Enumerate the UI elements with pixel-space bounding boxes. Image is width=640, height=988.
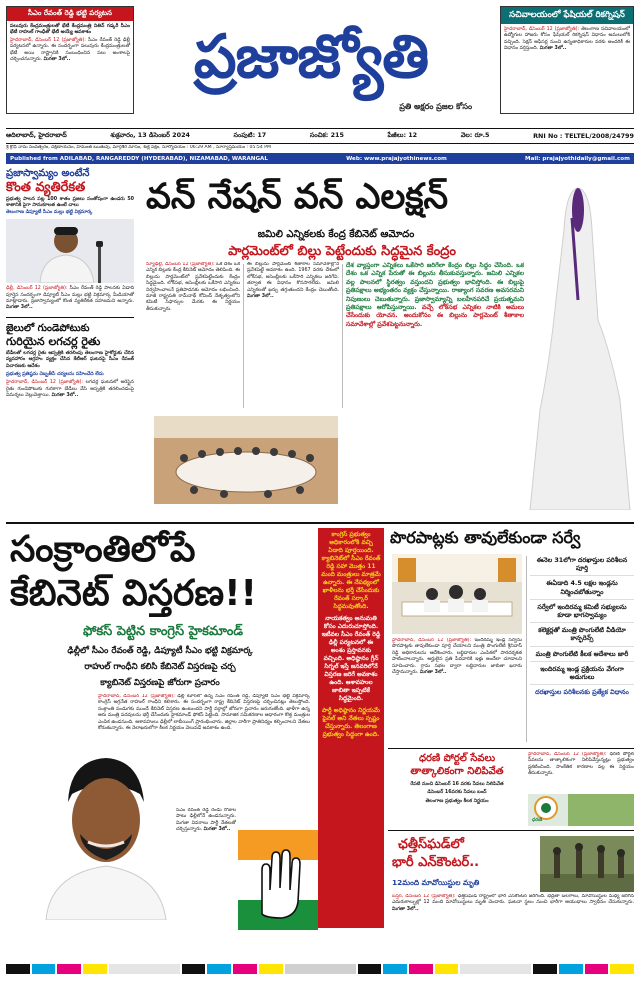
top-left-story-byline[interactable]: మిగతా 3లో.. <box>43 57 71 63</box>
lead-body-col1 <box>146 262 240 410</box>
red-box-yellow-text2: పార్టీ అధిష్ఠానం నిర్ణయమే ఫైనల్ అని నేతలు స్పష్టం చేస్తున్నారు. తెలంగాణ ప్రభుత్వం సిద్ధంగా ఉంది. <box>321 707 381 738</box>
top-left-story-text: సీఎం రేవంత్ రెడ్డి ఢిల్లీ పర్యటనలో ఉన్నారు. ఈ సందర్భంగా పలువురు కేంద్రమంత్రులతో భేటీ అయి రాష్ట్రానికి సంబంధించిన పలు అంశాలపై చర్చించనున్నారు. <box>10 37 130 63</box>
dharani-body <box>528 752 634 792</box>
red-box-white-text: నాయకత్వం అనుమతి కోసం ఎదురుచూస్తోంది. ఇటీవల సీఎం రేవంత్ రెడ్డి ఢిల్లీ పర్యటనలో ఈ అంశం ప్రస్తావనకు వచ్చింది. అధిష్ఠానం గ్రీన్ సిగ్నల్ ఇస్తే జనవరిలోనే విస్తరణ జరిగే అవకాశం ఉంది. ఆశావహుల జాబితా ఇప్పటికే సిద్ధమైంది. <box>321 615 381 702</box>
email-link[interactable]: Mail: prajajyothidaily@gmail.com <box>525 155 630 162</box>
lead-byline[interactable]: మిగతా 3లో.. <box>247 294 274 300</box>
encounter-dateline: బస్తర్, డిసెంబర్ 12 (ప్రజాజ్యోతి): <box>392 894 456 899</box>
story2-title: గురియైన లగచర్ల రైతు <box>6 334 101 348</box>
masthead-logo[interactable] <box>150 20 472 111</box>
top-left-story-deck: పలువురు కేంద్రమంత్రులతో భేటీ కేంద్రమంత్రి నితిన్ గడ్కరీ సీఎం భేటీ రాహుల్ గాంధీతో భేటీ అయ్యే అవకాశం <box>10 24 130 36</box>
top-right-story-text: తెలంగాణ సచివాలయంలో ఉద్యోగుల హాజరు కోసం ఫేషియల్ రికగ్నిషన్ విధానం అమలులోకి వచ్చింది. సెక్షన్ ఆఫీసర్ల నుంచి ఉన్నతాధికారుల వరకు అందరికీ ఈ విధానం వర్తిస్తుంది. <box>504 27 630 52</box>
story2-dateline: హైదరాబాద్, డిసెంబర్ 12 (ప్రజాజ్యోతి): <box>6 380 83 386</box>
dharani-deck <box>392 782 522 805</box>
survey-bullet: ఇందిరమ్మ ఇండ్ల ప్రక్రియను వేగంగా అడుగులు <box>530 665 634 685</box>
dharani-headline: ధరణి పోర్టల్ సేవలు తాత్కాలికంగా నిలిపివేత <box>410 753 504 777</box>
red-sidebar-box <box>318 528 384 928</box>
survey-bullets <box>530 556 634 742</box>
issue-number: సంచిక: 215 <box>309 131 344 139</box>
revanth-photo <box>40 742 170 920</box>
lead-sidebar-text <box>346 262 524 492</box>
cabinet-subhead: ఫోకస్ పెట్టిన కాంగ్రెస్ హైకమాండ్ <box>83 624 243 639</box>
lead-headline: వన్ నేషన్ వన్ ఎలక్షన్ <box>146 177 449 217</box>
dateline-bar <box>6 130 634 142</box>
lead-sidebar-body: దేశ వ్యాప్తంగా ఎన్నికలు ఒకేసారి జరిగేలా కేంద్రం బిల్లు సిద్ధం చేసింది. ఒక దేశం ఒక ఎన్నిక పేరుతో ఈ బిల్లును తీసుకువస్తున్నారు. జమిలి ఎన్నికల వల్ల పాలనలో స్థిరత్వం వస్తుందని ప్రభుత్వం భావిస్తోంది. ఈ బిల్లుపై ప్రతిపక్షాలు అభ్యంతరం వ్యక్తం చేస్తున్నాయి. రాజ్యాంగ సవరణ అవసరమని నిపుణులు చెబుతున్నారు. ప్రజాస్వామ్యాన్ని బలహీనపరిచే ప్రయత్నమని ప్రతిపక్షాలు ఆరోపిస్తున్నాయి. <box>346 262 524 312</box>
cabinet-deck3: క్యాబినెట్ విస్తరణపై జోరుగా ప్రచారం <box>100 678 220 688</box>
survey-bullet: కలెక్టర్లతో మంత్రి పొంగులేటి వీడియో కాన్ఫరెన్స్ <box>530 626 634 646</box>
cabinet-meeting-photo <box>154 416 338 504</box>
encounter-body <box>392 894 634 940</box>
masthead-tagline: ప్రతి అక్షరం ప్రజల కోసం <box>399 102 472 111</box>
dharani-text: ధరణి పోర్టల్ సేవలను తాత్కాలికంగా నిలిపివేస్తున్నట్లు ప్రభుత్వం ప్రకటించింది. సాంకేతిక కారణాల వల్ల ఈ నిర్ణయం తీసుకున్నారు. <box>528 752 634 777</box>
survey-bullet: ఈఏడాది 4.5 లక్షల ఇండ్లను నిర్మించబోతున్నాం <box>530 579 634 599</box>
inked-finger-illustration <box>520 170 634 510</box>
lead-col1-text: ఒకే దేశం ఒకే ఎన్నిక బిల్లుకు కేంద్ర కేబినెట్ ఆమోదం తెలిపింది. ఈ బిల్లును పార్లమెంట్‌లో ప్రవేశపెట్టేందుకు కేంద్రం సిద్ధమైంది. లోక్‌సభ, అసెంబ్లీలకు ఒకేసారి ఎన్నికలు నిర్వహించాలనే ప్రతిపాదనకు ఆమోదం లభించింది. మాజీ రాష్ట్రపతి రామ్‌నాథ్ కోవింద్ నేతృత్వంలోని కమిటీ సిఫార్సుల మేరకు ఈ నిర్ణయం తీసుకున్నారు. <box>146 262 240 312</box>
lead-body-col2 <box>247 262 339 410</box>
top-left-story-box <box>6 6 134 114</box>
story1-text: సీఎం రేవంత్ రెడ్డి పాలనకు ఏడాది పూర్తైన సందర్భంగా డిప్యూటీ సీఎం మల్లు భట్టి విక్రమార్క మీడియాతో మాట్లాడారు. ప్రజాస్వామ్యంలో కొంత వ్యతిరేకత సహజమని అన్నారు. <box>6 286 134 305</box>
survey-photo <box>392 554 522 634</box>
story1-deck2: తెలంగాణ డిప్యూటీ సీఎం మల్లు భట్టి విక్రమార్క <box>6 209 93 215</box>
top-left-story-title: సీఎం రేవంత్ రెడ్డి భట్టి పర్యటన <box>7 7 133 21</box>
story2-byline[interactable]: మిగతా 3లో.. <box>51 393 79 399</box>
dharani-logo-text: ధరణి <box>532 818 543 823</box>
encounter-byline[interactable]: మిగతా 3లో.. <box>392 906 419 912</box>
page-count: పేజీలు: 12 <box>387 131 418 139</box>
top-right-story-title: సచివాలయంలో ఫేషియల్ రికగ్నిషన్ <box>501 7 633 24</box>
survey-bullet: సర్వేలో ఇందిరమ్మ కమిటీ సభ్యులను కూడా భాగస్వామ్యం <box>530 603 634 623</box>
top-right-story-byline[interactable]: మిగతా 3లో.. <box>539 46 567 52</box>
dateline-date: శుక్రవారం, 13 డిసెంబర్ 2024 <box>110 131 190 139</box>
masthead-logo-text: ప్రజాజ్యోతి <box>193 22 429 92</box>
lead-col2-text: ఈ బిల్లును పార్లమెంట్ శీతాకాల సమావేశాల్లోనే ప్రవేశపెట్టే అవకాశం ఉంది. 1967 వరకు దేశంలో లోక్‌సభ, అసెంబ్లీలకు ఒకేసారి ఎన్నికలు జరిగేవి. తర్వాత ఈ విధానం కొనసాగలేదు. జమిలి ఎన్నికలతో ఖర్చు తగ్గుతుందని కేంద్రం చెబుతోంది. <box>247 262 339 293</box>
lead-subhead: జమిలి ఎన్నికలకు కేంద్ర కేబినెట్ ఆమోదం <box>257 229 415 240</box>
cabinet-byline[interactable]: మిగతా 3లో.. <box>203 827 231 833</box>
story2-text: లగచర్ల ఘటనలో అరెస్టైన రైతు గుండెపోటుకు గురికాగా బేడీలు వేసి ఆస్పత్రికి తరలించడంపై విమర్శలు వెల్లువెత్తాయి. <box>6 380 134 399</box>
dharani-deck1: రేపటి నుంచి డిసెంబర్ 16 వరకు సేవలు నిలిపివేత <box>410 782 504 787</box>
cabinet-headline-line2: కేబినెట్ విస్తరణ!! <box>10 573 257 614</box>
top-right-story-box <box>500 6 634 114</box>
bhatti-photo <box>6 219 134 283</box>
encounter-photo <box>540 836 634 892</box>
dharani-deck3: తెలంగాణ ప్రభుత్వం కీలక నిర్ణయం <box>425 798 489 804</box>
dharani-deck2: డిసెంబర్ 16వరకు సేవలు బంద్ <box>427 790 487 796</box>
survey-bullet: ఈనెల 31లోగా దరఖాస్తుల పరిశీలన పూర్తి <box>530 556 634 576</box>
survey-headline: పొరపాట్లకు తావులేకుండా సర్వే <box>390 528 581 547</box>
print-color-strip <box>6 964 634 974</box>
story1-deck: ప్రభుత్వ పాలన పట్ల 100 శాతం ప్రజలు సంతోషంగా ఉండరు 50 శాతానికి పైగా సానుకూలత ఉంటే చాలు <box>6 197 134 209</box>
encounter-text: ఛత్తీస్‌ఘడ్ రాష్ట్రంలో భారీ ఎన్‌కౌంటర్ జరిగింది. భద్రతా బలగాలు, మావోయిస్టుల మధ్య జరిగిన ఎదురుకాల్పుల్లో 12 మంది మావోయిస్టులు మృతి చెందారు. ఘటనా స్థలం నుంచి భారీగా ఆయుధాలు స్వాధీనం చేసుకున్నారు. <box>392 894 634 906</box>
lead-subhead2: పార్లమెంట్‌లో బిల్లు పెట్టేందుకు సిద్ధమైన కేంద్రం <box>228 244 456 259</box>
story1-title: కొంత వ్యతిరేకత <box>6 180 86 195</box>
story2-kicker: జైలులో గుండెపోటుకు <box>6 322 90 334</box>
publisher-bar <box>6 153 634 164</box>
encounter-headline-line1: ఛత్తీస్‌ఘడ్‌లో <box>398 837 464 852</box>
price: వెల: రూ.5 <box>460 131 490 139</box>
survey-text: ఇందిరమ్మ ఇండ్ల సర్వేను పొరపాట్లకు తావులేకుండా పూర్తి చేయాలని మంత్రి పొంగులేటి శ్రీనివాస్ రెడ్డి అధికారులను ఆదేశించారు. లబ్ధిదారుల ఎంపికలో పారదర్శకత పాటించాలన్నారు. అర్హులైన ప్రతి పేదవారికి ఇళ్లు అందేలా చూడాలని సూచించారు. గ్రామ సభల ద్వారా లబ్ధిదారుల జాబితా ఖరారు చేస్తామన్నారు. <box>392 638 522 676</box>
volume-number: సంపుటి: 17 <box>233 131 267 139</box>
survey-tail: దరఖాస్తుల పరిశీలనకు ప్రత్యేక విధానం <box>535 688 629 697</box>
story2-deck: బేడీలతో లగచర్ల రైతు ఆస్పత్రికి తరలింపు తెలంగాణ హైకోర్టుకు చేరిన వ్యవహారం ఆగ్రహం వ్యక్తం చేసిన కేటీఆర్ ఘటనపై సీఎం రేవంత్ విచారణకు ఆదేశం <box>6 350 134 369</box>
left-column <box>6 168 134 528</box>
encounter-headline-line2: భారీ ఎన్‌కౌంటర్.. <box>392 855 480 870</box>
survey-bullet: మంత్రి పొంగులేటి కీలక ఆదేశాలు జారీ <box>530 650 634 662</box>
published-from: Published from ADILABAD, RANGAREDDY (HYDERABAD), NIZAMABAD, WARANGAL <box>10 155 268 162</box>
survey-byline[interactable]: మిగతా 3లో.. <box>419 670 447 676</box>
encounter-deck: 12మంది మావోయిస్టుల మృతి <box>392 878 480 887</box>
survey-body <box>392 638 522 744</box>
cabinet-body-text: ఢిల్లీ టూర్‌లో ఉన్న సీఎం రేవంత్ రెడ్డి, డిప్యూటీ సీఎం భట్టి విక్రమార్క కాంగ్రెస్ అగ్రనేత రాహుల్ గాంధీని కలిశారు. ఈ సందర్భంగా రాష్ట్ర కేబినెట్ విస్తరణపై చర్చించినట్లు తెలుస్తోంది. సంక్రాంతి పండుగకు ముందే కేబినెట్ విస్తరణ ఉంటుందని పార్టీ వర్గాల్లో జోరుగా ప్రచారం జరుగుతోంది. ఖాళీగా ఉన్న ఆరు మంత్రి పదవులను భర్తీ చేసేందుకు హైకమాండ్ ఫోకస్ పెట్టింది. సామాజిక సమీకరణాల ఆధారంగా కొత్త మంత్రుల ఎంపిక ఉండనుంది. ఆశావహులు ఢిల్లీలో లాబీయింగ్ ప్రారంభించారు. జిల్లాల వారీగా ప్రాతినిధ్యం కల్పించాలని నేతలు కోరుతున్నారు. ఈ నెలాఖరులోగా కీలక నిర్ణయం వెలువడే అవకాశం ఉంది. <box>98 694 310 732</box>
story1-dateline: ఢిల్లీ, డిసెంబర్ 12 (ప్రజాజ్యోతి): <box>6 286 68 292</box>
lead-dateline: న్యూఢిల్లీ, డిసెంబర్ 12 (ప్రజాజ్యోతి): <box>146 262 215 267</box>
red-box-yellow-text: కాంగ్రెస్ ప్రభుత్వం అధికారంలోకి వచ్చి ఏడాది పూర్తయింది. క్యాబినెట్‌లో సీఎం రేవంత్ రెడ్డి సహా మొత్తం 11 మంది మంత్రులు మాత్రమే ఉన్నారు. ఈ నేపథ్యంలో ఖాళీలను భర్తీ చేసేందుకు రేవంత్ సర్కార్ సిద్ధమవుతోంది. <box>321 531 381 610</box>
cabinet-body2 <box>176 808 236 904</box>
dharani-logo-photo <box>528 794 634 826</box>
panchang-line: శ్రీ క్రోధి నామ సంవత్సరం, దక్షిణాయనం, హేమంత ఋతువు, మార్గశిర మాసం, శుక్ల పక్షం, సూర్యోదయం : 06:29 AM , సూర్యాస్తమయం : 05:54 PM <box>6 145 271 150</box>
story2-deck2: ప్రభుత్వ ప్రతిష్ఠను దెబ్బతీసే చర్యలను సహించేది లేదు <box>6 372 104 378</box>
dharani-dateline: హైదరాబాద్, డిసెంబర్ 12 (ప్రజాజ్యోతి): <box>528 752 607 757</box>
cabinet-dateline: హైదరాబాద్, డిసెంబర్ 12 (ప్రజాజ్యోతి): <box>98 694 175 699</box>
congress-hand-logo <box>238 830 318 930</box>
cabinet-deck2: రాహుల్ గాంధీని కలిసి కేబినెట్ విస్తరణపై చర్చ <box>84 662 236 672</box>
website-link[interactable]: Web: www.prajajyothinews.com <box>346 155 447 162</box>
lead-sidebar-tail: వచ్చే లోక్‌సభ ఎన్నికల నాటికి అమలు చేసేందుకు యోచన. అందుకోసం ఈ బిల్లును పార్లమెంట్ శీతాకాల సమావేశాల్లో ప్రవేశపెట్టనున్నారు. <box>346 304 524 328</box>
top-left-story-dateline: హైదరాబాద్, డిసెంబర్ 12 (ప్రజాజ్యోతి): <box>10 37 86 43</box>
dateline-place: ఆదిలాబాద్, హైదరాబాద్ <box>6 131 67 139</box>
story1-byline[interactable]: మిగతా 3లో.. <box>6 305 33 311</box>
cabinet-body2-text: సీఎం రేవంత్ రెడ్డి రెండు రోజుల పాటు ఢిల్లీలోనే ఉండనున్నారు. మిగతా వివరాలు పార్టీ నేతలతో చర్చిస్తున్నారు. <box>176 808 236 833</box>
top-right-story-dateline: హైదరాబాద్, డిసెంబర్ 12 (ప్రజాజ్యోతి): <box>504 27 580 32</box>
story1-kicker: ప్రజాస్వామ్యం అంటేనే <box>6 168 90 179</box>
cabinet-deck1: ఢిల్లీలో సీఎం రేవంత్ రెడ్డి, డిప్యూటీ సీఎం భట్టి విక్రమార్క <box>67 646 253 656</box>
survey-dateline: హైదరాబాద్, డిసెంబర్ 12 (ప్రజాజ్యోతి): <box>392 638 472 643</box>
cabinet-headline-line1: సంక్రాంతిలోపే <box>10 529 196 570</box>
rni-number: RNI No : TELTEL/2008/24799 <box>533 132 634 140</box>
